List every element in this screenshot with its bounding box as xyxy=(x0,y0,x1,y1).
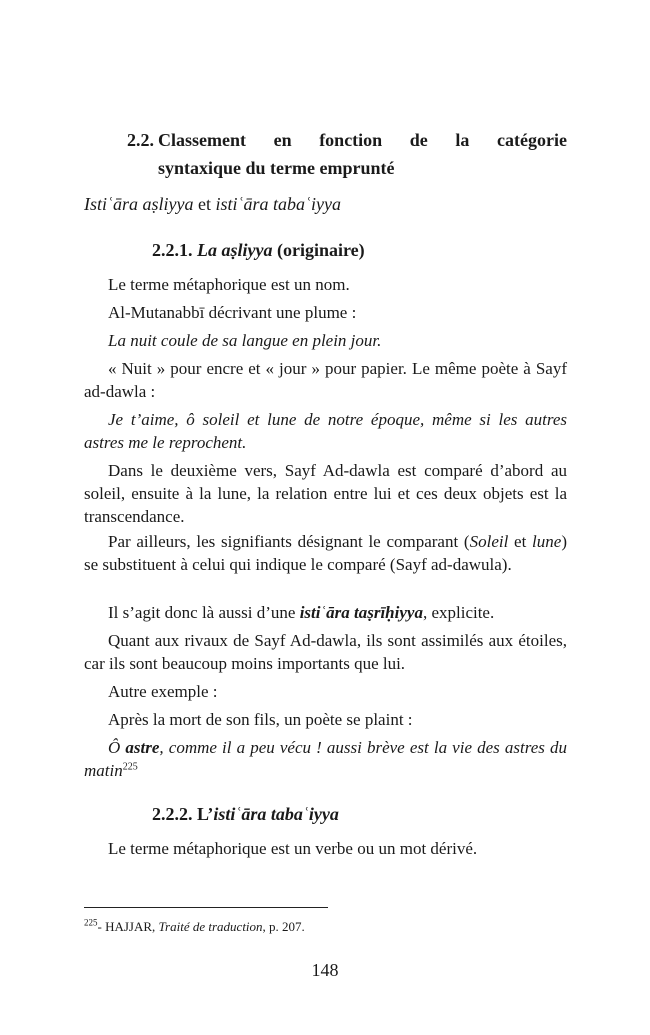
footnote-number: 225 xyxy=(84,917,98,928)
subsection-heading-2 xyxy=(152,800,339,828)
subtitle-term-2: istiʿāra tabaʿiyya xyxy=(215,194,341,214)
quote xyxy=(84,736,567,782)
footnote-divider xyxy=(84,907,328,908)
text-run: , comme il a peu vécu ! aussi brève est la vie des astres du matin xyxy=(84,738,567,780)
text-run: et xyxy=(508,532,533,551)
paragraph: Al-Mutanabbī décrivant une plume : xyxy=(108,303,357,322)
quote: La nuit coule de sa langue en plein jour. xyxy=(108,331,382,350)
paragraph: « Nuit » pour encre et « jour » pour papier. Le même poète à Sayf ad-dawla : xyxy=(84,359,567,401)
emphasis-term: astre xyxy=(125,738,160,757)
text-run: - HAJJAR, xyxy=(97,919,159,934)
subsection-name: La aṣliyya xyxy=(197,240,273,260)
paragraph xyxy=(84,601,567,624)
title-word: de xyxy=(409,130,428,150)
text-run: , p. 207. xyxy=(262,919,305,934)
footnote xyxy=(84,919,305,935)
text-run: lune xyxy=(532,532,562,551)
paragraph: Après la mort de son fils, un poète se plaint : xyxy=(108,710,413,729)
section-title-words xyxy=(158,126,567,154)
footnote-reference[interactable]: 225 xyxy=(122,761,138,773)
subsection-number: 2.2.1. xyxy=(152,240,197,260)
paragraph: Le terme métaphorique est un nom. xyxy=(108,275,350,294)
text-run: Par ailleurs, les signifiants désignant le comparant ( xyxy=(108,532,470,551)
text-run: ) se substituent à celui qui indique le comparé (Sayf ad-dawula). xyxy=(84,532,567,574)
page-number: 148 xyxy=(311,960,339,980)
section-heading xyxy=(127,126,567,182)
text-run: Soleil xyxy=(469,532,509,551)
title-word: la xyxy=(455,130,470,150)
section-number: 2.2. xyxy=(127,130,154,150)
section-heading-line1 xyxy=(127,126,567,154)
subsection-number: 2.2.2. xyxy=(152,804,197,824)
paragraph: Dans le deuxième vers, Sayf Ad-dawla est comparé d’abord au soleil, ensuite à la lune, la relation entre lui et ces deux objets est la transcendance. xyxy=(84,461,567,526)
quote: Je t’aime, ô soleil et lune de notre époque, même si les autres astres me le reprochent. xyxy=(84,410,567,452)
title-word: catégorie xyxy=(496,130,567,150)
paragraph: Le terme métaphorique est un verbe ou un mot dérivé. xyxy=(108,839,478,858)
footnote-title: Traité de traduction xyxy=(158,919,263,934)
subtitle-conjunction: et xyxy=(193,194,216,214)
section-heading-line2: syntaxique du terme emprunté xyxy=(158,158,395,178)
text-run: , explicite. xyxy=(422,603,495,622)
subsection-gloss: (originaire) xyxy=(272,240,365,260)
text-run: Ô xyxy=(108,738,126,757)
section-subtitle xyxy=(84,193,567,216)
paragraph: Autre exemple : xyxy=(108,682,218,701)
subsection-name: L’ xyxy=(197,804,214,824)
subtitle-term-1: Istiʿāra aṣliyya xyxy=(84,194,194,214)
title-word: en xyxy=(273,130,292,150)
paragraph: Quant aux rivaux de Sayf Ad-dawla, ils sont assimilés aux étoiles, car ils sont beaucoup moins importants que lui. xyxy=(84,631,567,673)
text-run: Il s’agit donc là aussi d’une xyxy=(108,603,300,622)
subsection-heading-1 xyxy=(152,236,365,264)
paragraph xyxy=(84,530,567,576)
title-word: fonction xyxy=(319,130,383,150)
title-word: Classement xyxy=(158,130,246,150)
subsection-name: istiʿāra tabaʿiyya xyxy=(213,804,339,824)
emphasis-term: istiʿāra taṣrīḥiyya xyxy=(299,603,423,622)
